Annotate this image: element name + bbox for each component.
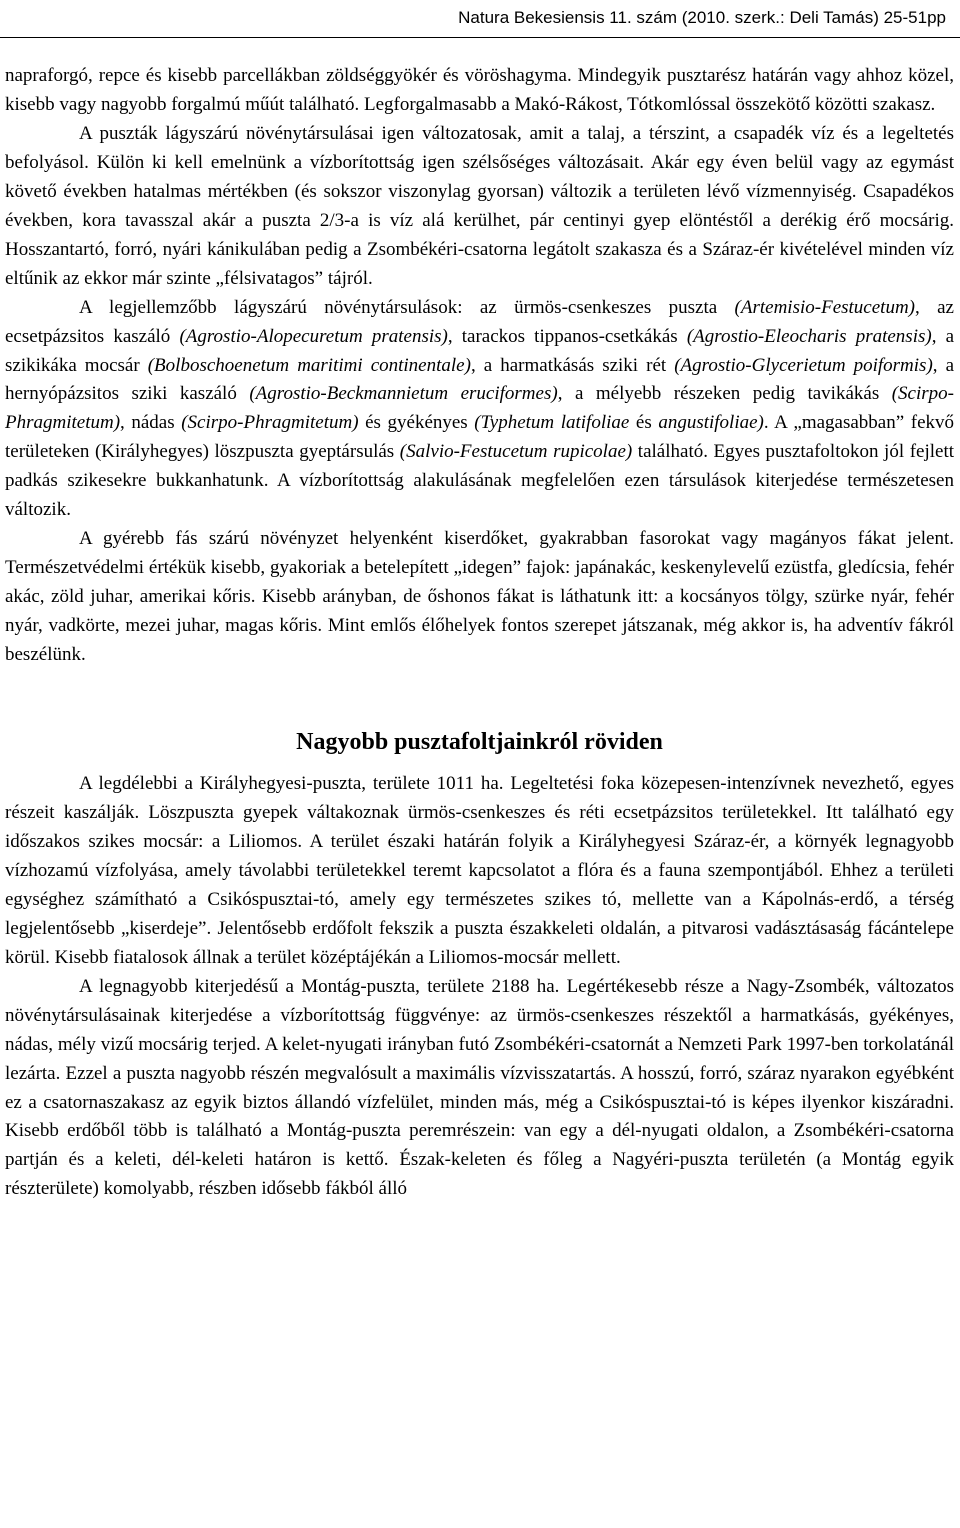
latin-name: (Typhetum latifoliae — [474, 412, 630, 434]
latin-name: (Scirpo-Phragmitetum) — [181, 412, 359, 434]
text-run: és — [629, 412, 659, 434]
text-run: található. Egyes pusztafoltokon jól fejlett padkás szikesekre bukkanhatunk. A vízborítottság alakulásának megfelelően ezen társulások kiterjedése természetesen változik. — [5, 441, 955, 521]
text-run: és gyékényes — [358, 412, 475, 434]
text-run: , nádas — [120, 412, 182, 434]
paragraph-montag-puszta: A legnagyobb kiterjedésű a Montág-puszta, területe 2188 ha. Legértékesebb része a Nagy-Zsombék, változatos növénytársulásainak kiterjedése a vízborítottság függvénye: az ürmös-csenkeszes részektől a harmatkásás, gyékényes, nádas, mély vizű mocsárig terjed. A kelet-nyugati irányban futó Zsombékéri-csatornát a Nemzeti Park 1997-ben torkolatánál lezárta. Ezzel a puszta nagyobb részén megvalósult a maximális vízvisszatartás. A hosszú, forró, száraz nyarakon egyébként ez a csatornaszakasz az egyik biztos állandó vízfelület, minden más, még a Csikóspusztai-tó is képes ilyenkor kiszáradni. Kisebb erdőből több is található a Montág-puszta peremrészein: van egy a dél-nyugati oldalon, a Zsombékéri-csatorna partján és a keleti, dél-keleti határon is kettő. Észak-keleten és főleg a Nagyéri-puszta területén (a Montág egyik részterülete) komolyabb, részben idősebb fákból álló — [5, 975, 954, 1200]
latin-name: (Artemisio-Festucetum) — [734, 296, 915, 318]
paragraph-characteristic-associations — [5, 294, 954, 526]
paragraph-woody-vegetation: A gyérebb fás szárú növényzet helyenként kiserdőket, gyakrabban fasorokat vagy magányos fákat jelent. Természetvédelmi értékük kisebb, gyakoriak a betelepített „idegen” fajok: japánakác, keskenylevelű ezüstfa, gledícsia, fehér akác, zöld juhar, amerikai kőris. Kisebb arányban, de őshonos fákat is láthatunk itt: a kocsányos tölgy, szürke nyár, fehér nyár, vadkörte, mezei juhar, magas kőris. Mint emlős élőhelyek fontos szerepet játszanak, még akkor is, ha adventív fákról beszélünk. — [5, 528, 954, 666]
running-head-text: Natura Bekesiensis 11. szám (2010. szerk.: Deli Tamás) 25-51pp — [458, 8, 946, 27]
latin-name: (Salvio-Festucetum rupicolae) — [399, 441, 633, 463]
paragraph-continuation: napraforgó, repce és kisebb parcellákban zöldséggyökér és vöröshagyma. Mindegyik pusztarész határán vagy ahhoz közel, kisebb vagy nagyobb forgalmú műút található. Legforgalmasabb a Makó-Rákost, Tótkomlóssal összekötő közötti szakasz. — [5, 65, 954, 115]
paragraph-kiralyhegyes-puszta: A legdélebbi a Királyhegyesi-puszta, területe 1011 ha. Legeltetési foka közepesen-intenzívnek nevezhető, egyes részeit kaszálják. Löszpuszta gyepek váltakoznak ürmös-csenkeszes és réti ecsetpázsitos területekkel. Itt található egy időszakos szikes mocsár: a Liliomos. A terület északi határán folyik a Királyhegyesi Száraz-ér, a környék legnagyobb vízhozamú vízfolyása, amely távolabbi területekkel teremt kapcsolatot a flóra és a fauna szempontjából. Ehhez a területi egységhez számítható a Csikóspusztai-tó, amely egy természetes szikes tó, mellette van a Kápolnás-erdő, a térség legjelentősebb „kiserdeje”. Jelentősebb erdőfolt fekszik a puszta északkeleti oldalán, a pitvarosi vadásztásaság fácántelepe körül. Kisebb fiatalosok állnak a terület középtájékán a Liliomos-mocsár mellett. — [5, 773, 954, 968]
latin-name: (Bolboschoenetum maritimi continentale) — [147, 354, 471, 376]
text-run: , az ecsetpázsitos kaszáló — [5, 296, 954, 347]
text-run: A legjellemzőbb lágyszárú növénytársulások: az ürmös-csenkeszes puszta — [79, 296, 735, 318]
latin-name: (Agrostio-Eleocharis pratensis) — [686, 325, 932, 347]
latin-name: (Scirpo-Phragmitetum) — [5, 383, 954, 434]
latin-name: angustifoliae) — [658, 412, 764, 434]
text-run: , tarackos tippanos-csetkákás — [447, 325, 687, 347]
paragraph-herbaceous-associations: A puszták lágyszárú növénytársulásai igen változatosak, amit a talaj, a térszint, a csapadék víz és a legeltetés befolyásol. Külön ki kell emelnünk a vízborítottság igen szélsőséges változásait. Akár egy éven belül vagy az egymást követő években hatalmas mértékben (és sokszor viszonylag gyorsan) változik a területen lévő vízmennyiség. Csapadékos években, kora tavasszal akár a puszta 2/3-a is víz alá kerülhet, pár centinyi gyep elöntéstől a derékig érő mocsárig. Hosszantartó, forró, nyári kánikulában pedig a Zsombékéri-csatorna legátolt szakasza és a Száraz-ér kivételével minden víz eltűnik az ekkor már szinte „félsivatagos” tájról. — [5, 122, 954, 289]
latin-name: (Agrostio-Glycerietum poiformis) — [674, 354, 933, 376]
text-run: , a hernyópázsitos sziki kaszáló — [5, 354, 955, 405]
latin-name: (Agrostio-Beckmannietum eruciformes) — [249, 383, 558, 405]
page-body — [5, 62, 954, 1204]
latin-name: (Agrostio-Alopecuretum pratensis) — [179, 325, 448, 347]
text-run: , a harmatkásás sziki rét — [470, 354, 675, 376]
text-run: , a mélyebb részeken pedig tavikákás — [557, 383, 892, 405]
section-heading: Nagyobb pusztafoltjainkról röviden — [296, 729, 663, 756]
running-header — [0, 0, 960, 38]
text-run: , a szikikáka mocsár — [5, 325, 955, 376]
text-run: . A „magasabban” fekvő területeken (Királyhegyes) löszpuszta gyeptársulás — [5, 412, 955, 463]
